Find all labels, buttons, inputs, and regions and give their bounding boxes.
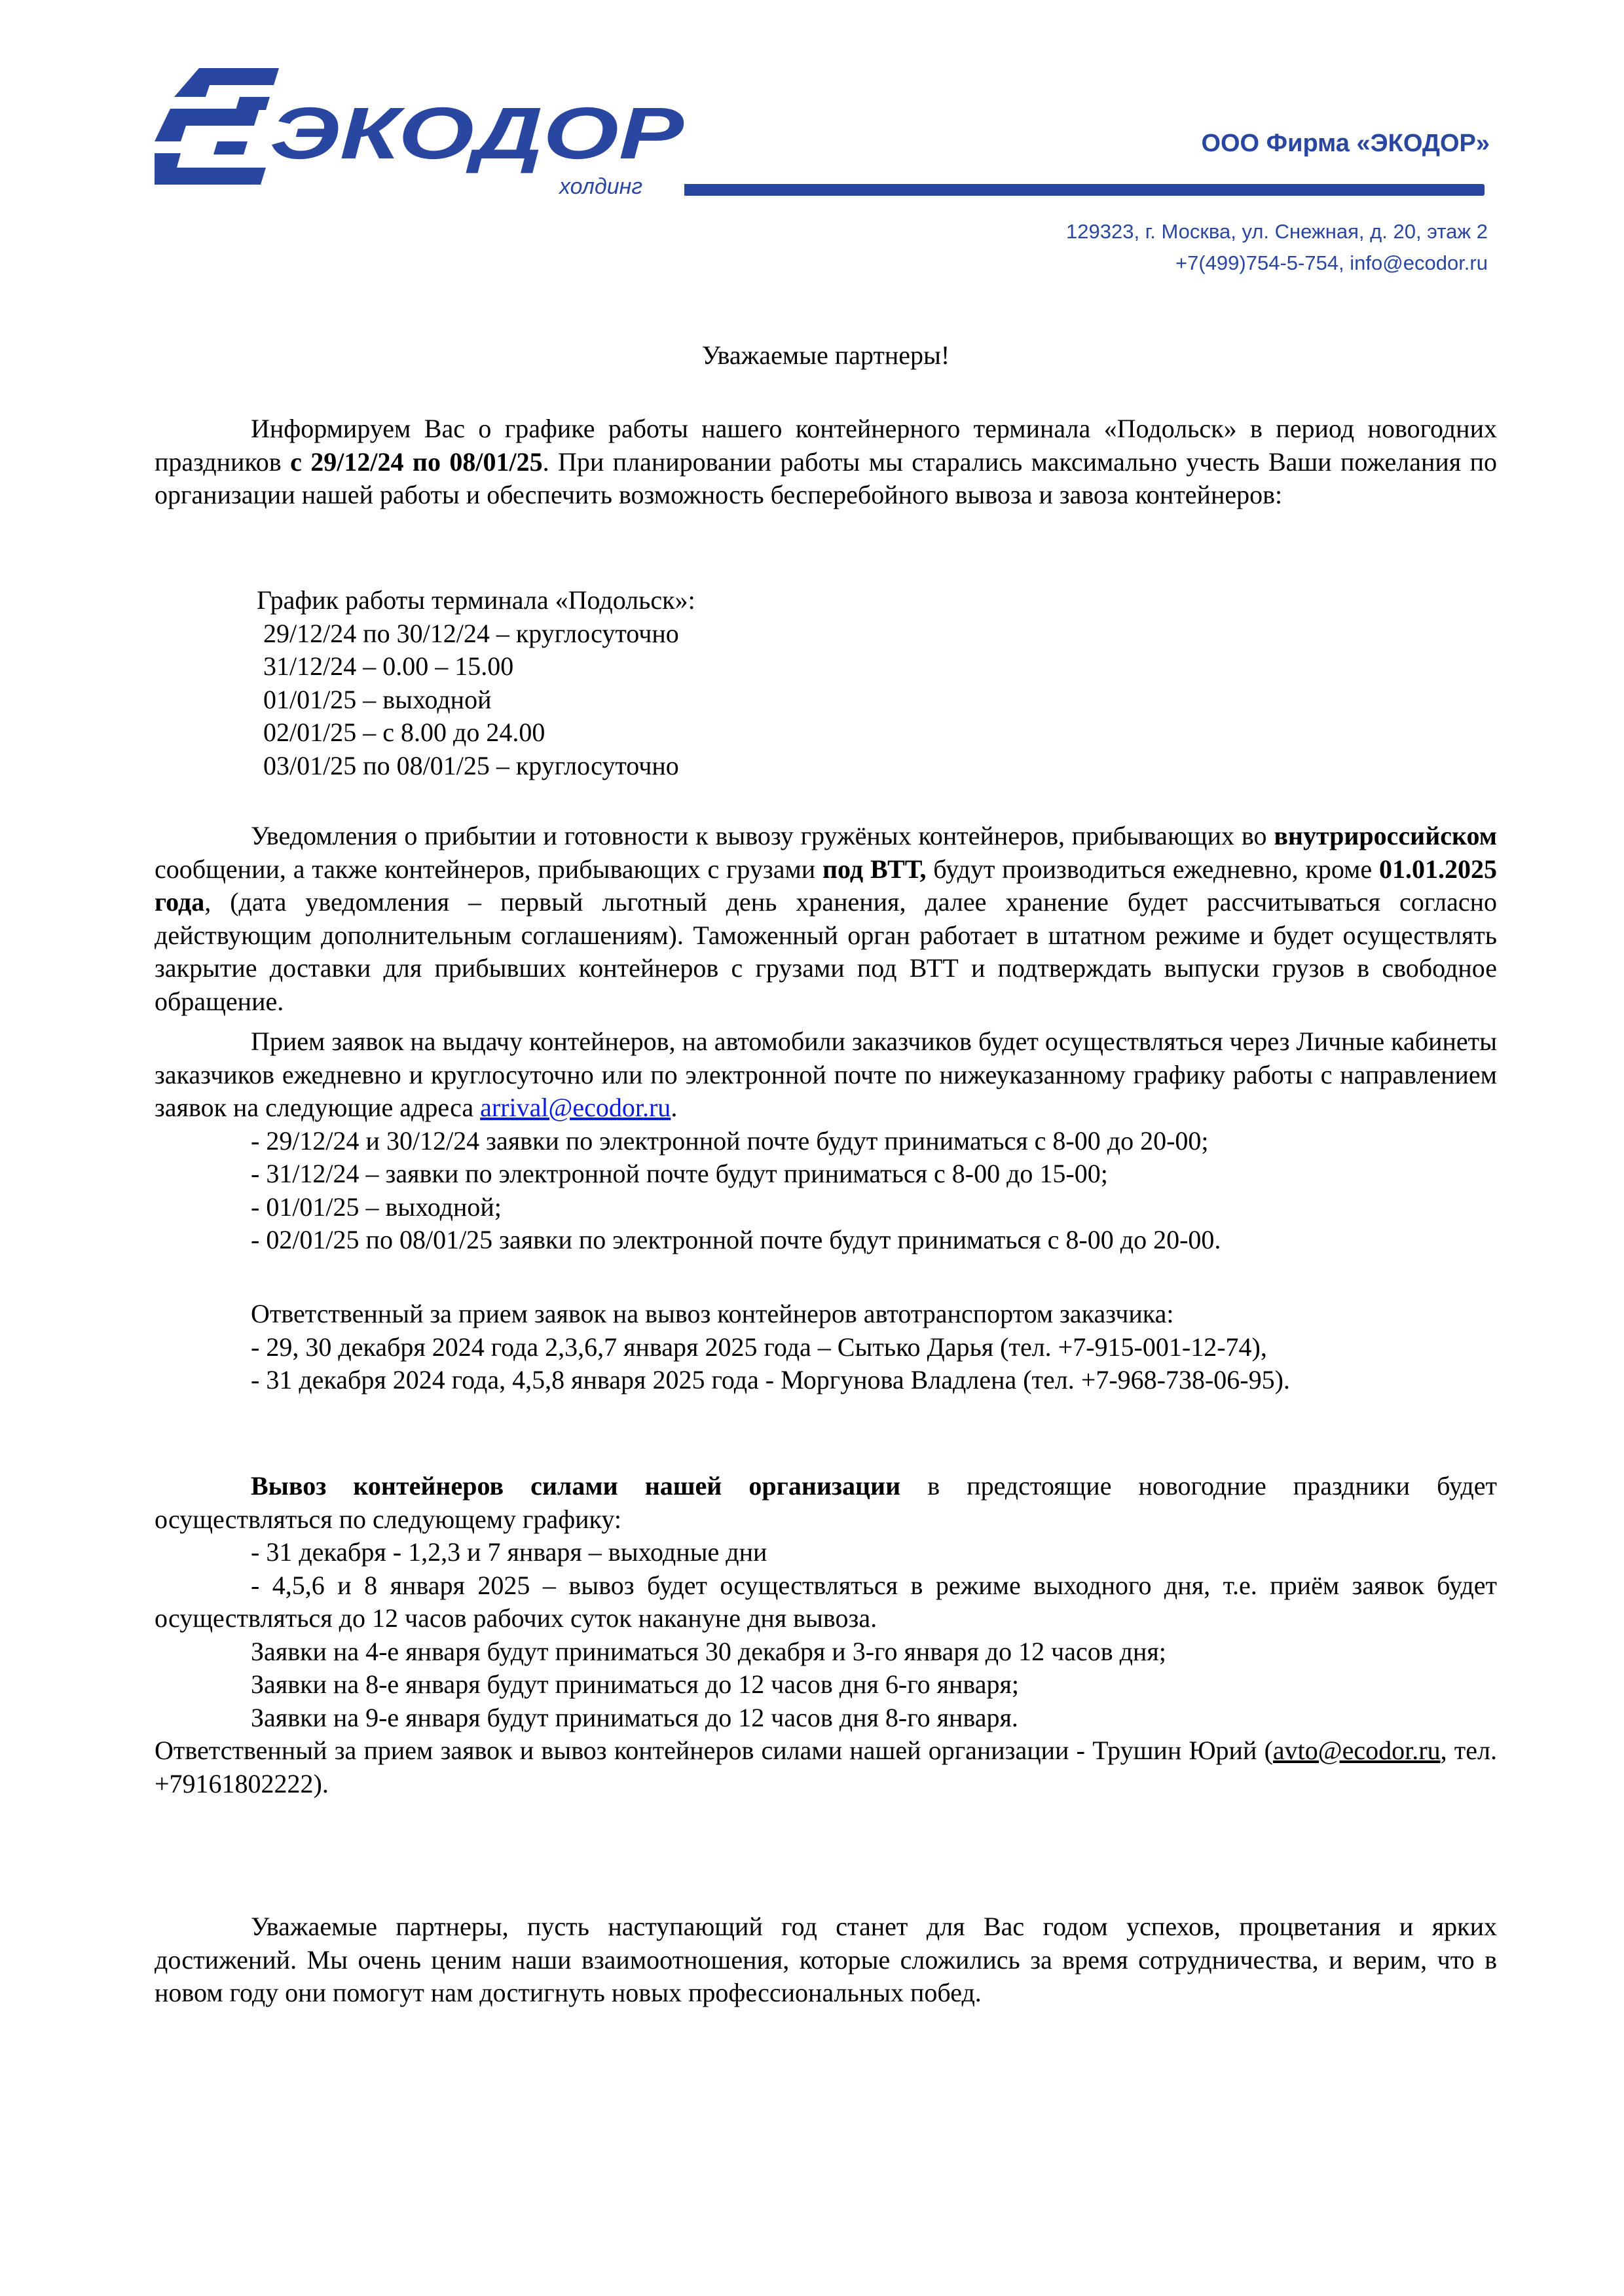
company-name: ООО Фирма «ЭКОДОР»: [1201, 130, 1490, 157]
export-section: Вывоз контейнеров силами нашей организации в предстоящие новогодние праздники будет осуществляться по следующему графику: - 31 декабря - 1,2,3 и 7 января – выходные дни - 4,5,6 и 8 января 2025 – вывоз будет осуществляться в режиме выходного дня, т.е. приём заявок будет осуществляться до 12 часов рабочих суток накануне дня вывоза. Заявки на 4-е января будут приниматься 30 декабря и 3-го января до 12 часов дня; Заявки на 8-е января будут приниматься до 12 часов дня 6-го января; Заявки на 9-е января будут приниматься до 12 часов дня 8-го января. Ответственный за прием заявок и вывоз контейнеров силами нашей организации - Трушин Юрий (avto@ecodor.ru, тел. +79161802222).: [155, 1471, 1497, 1798]
logo-subtext: холдинг: [559, 174, 643, 199]
export-line: - 4,5,6 и 8 января 2025 – вывоз будет осуществляться в режиме выходного дня, т.е. приём заявок будет осуществляться до 12 часов рабочих суток накануне дня вывоза.: [155, 1570, 1497, 1633]
letterhead: [0, 0, 1624, 288]
schedule-item: 01/01/25 – выходной: [263, 684, 492, 714]
responsible-item: - 31 декабря 2024 года, 4,5,8 января 2025 года - Моргунова Владлена (тел. +7-968-738-06-95).: [251, 1365, 1290, 1394]
notifications-paragraph: Уведомления о прибытии и готовности к вывозу гружёных контейнеров, прибывающих во внутрироссийском сообщении, а также контейнеров, прибывающих с грузами под ВТТ, будут производиться ежедневно, кроме 01.01.2025 года, (дата уведомления – первый льготный день хранения, далее хранение будет рассчитываться согласно действующим дополнительным соглашениям). Таможенный орган работает в штатном режиме и будет осуществлять закрытие доставки для прибывших контейнеров с грузами под ВТТ и подтверждать выпуски грузов в свободное обращение.: [155, 821, 1498, 1016]
terminal-schedule: [155, 584, 1599, 782]
ecodor-logo: [155, 63, 698, 204]
logo-text: ЭКОДОР: [270, 92, 684, 174]
requests-item: - 01/01/25 – выходной;: [251, 1192, 502, 1222]
schedule-item: 31/12/24 – 0.00 – 15.00: [263, 651, 514, 681]
closing-paragraph: Уважаемые партнеры, пусть наступающий год станет для Вас годом успехов, процветания и ярких достижений. Мы очень ценим наши взаимоотношения, которые сложились за время сотрудничества, и верим, что в новом году они помогут нам достигнуть новых профессиональных побед.: [155, 1912, 1497, 2007]
header-rule: [684, 184, 1485, 196]
requests-item: - 02/01/25 по 08/01/25 заявки по электронной почте будут приниматься с 8-00 до 20-00.: [251, 1225, 1221, 1254]
export-line: Заявки на 4-е января будут приниматься 30 декабря и 3-го января до 12 часов дня;: [251, 1636, 1166, 1666]
responsible-title: Ответственный за прием заявок на вывоз контейнеров автотранспортом заказчика:: [251, 1299, 1174, 1328]
greeting: Уважаемые партнеры!: [701, 340, 950, 370]
responsible-item: - 29, 30 декабря 2024 года 2,3,6,7 января 2025 года – Сытько Дарья (тел. +7-915-001-12-74),: [251, 1332, 1267, 1362]
avto-email-link[interactable]: avto@ecodor.ru: [1272, 1736, 1441, 1765]
company-contacts: +7(499)754-5-754, info@ecodor.ru: [1175, 251, 1488, 274]
schedule-title: График работы терминала «Подольск»:: [257, 585, 695, 615]
intro-paragraph: Информируем Вас о графике работы нашего контейнерного терминала «Подольск» в период новогодних праздников с 29/12/24 по 08/01/25. При планировании работы мы старались максимально учесть Ваши пожелания по организации нашей работы и обеспечить возможность бесперебойного вывоза и завоза контейнеров:: [155, 414, 1498, 509]
export-line: Заявки на 9-е января будут приниматься до 12 часов дня 8-го января.: [251, 1702, 1018, 1732]
responsible-section: [155, 1298, 1497, 1397]
export-line: Заявки на 8-е января будут приниматься до 12 часов дня 6-го января;: [251, 1669, 1020, 1699]
schedule-item: 03/01/25 по 08/01/25 – круглосуточно: [263, 750, 679, 780]
requests-item: - 29/12/24 и 30/12/24 заявки по электронной почте будут приниматься с 8-00 до 20-00;: [251, 1125, 1209, 1156]
export-line: - 31 декабря - 1,2,3 и 7 января – выходные дни: [251, 1537, 767, 1567]
arrival-email-link[interactable]: arrival@ecodor.ru: [480, 1093, 671, 1122]
requests-paragraph: Прием заявок на выдачу контейнеров, на автомобили заказчиков будет осуществляться через Личные кабинеты заказчиков ежедневно и круглосуточно или по электронной почте по нижеуказанному графику работы с направлением заявок на следующие адреса arrival@ecodor.ru. - 29/12/24 и 30/12/24 заявки по электронной почте будут приниматься с 8-00 до 20-00; - 31/12/24 – заявки по электронной почте будут приниматься с 8-00 до 15-00; - 01/01/25 – выходной; - 02/01/25 по 08/01/25 заявки по электронной почте будут приниматься с 8-00 до 20-00.: [155, 1025, 1497, 1257]
requests-item: - 31/12/24 – заявки по электронной почте будут приниматься с 8-00 до 15-00;: [251, 1159, 1108, 1188]
schedule-item: 29/12/24 по 30/12/24 – круглосуточно: [263, 618, 679, 648]
company-address: 129323, г. Москва, ул. Снежная, д. 20, этаж 2: [1066, 220, 1488, 243]
schedule-item: 02/01/25 – с 8.00 до 24.00: [263, 718, 545, 747]
